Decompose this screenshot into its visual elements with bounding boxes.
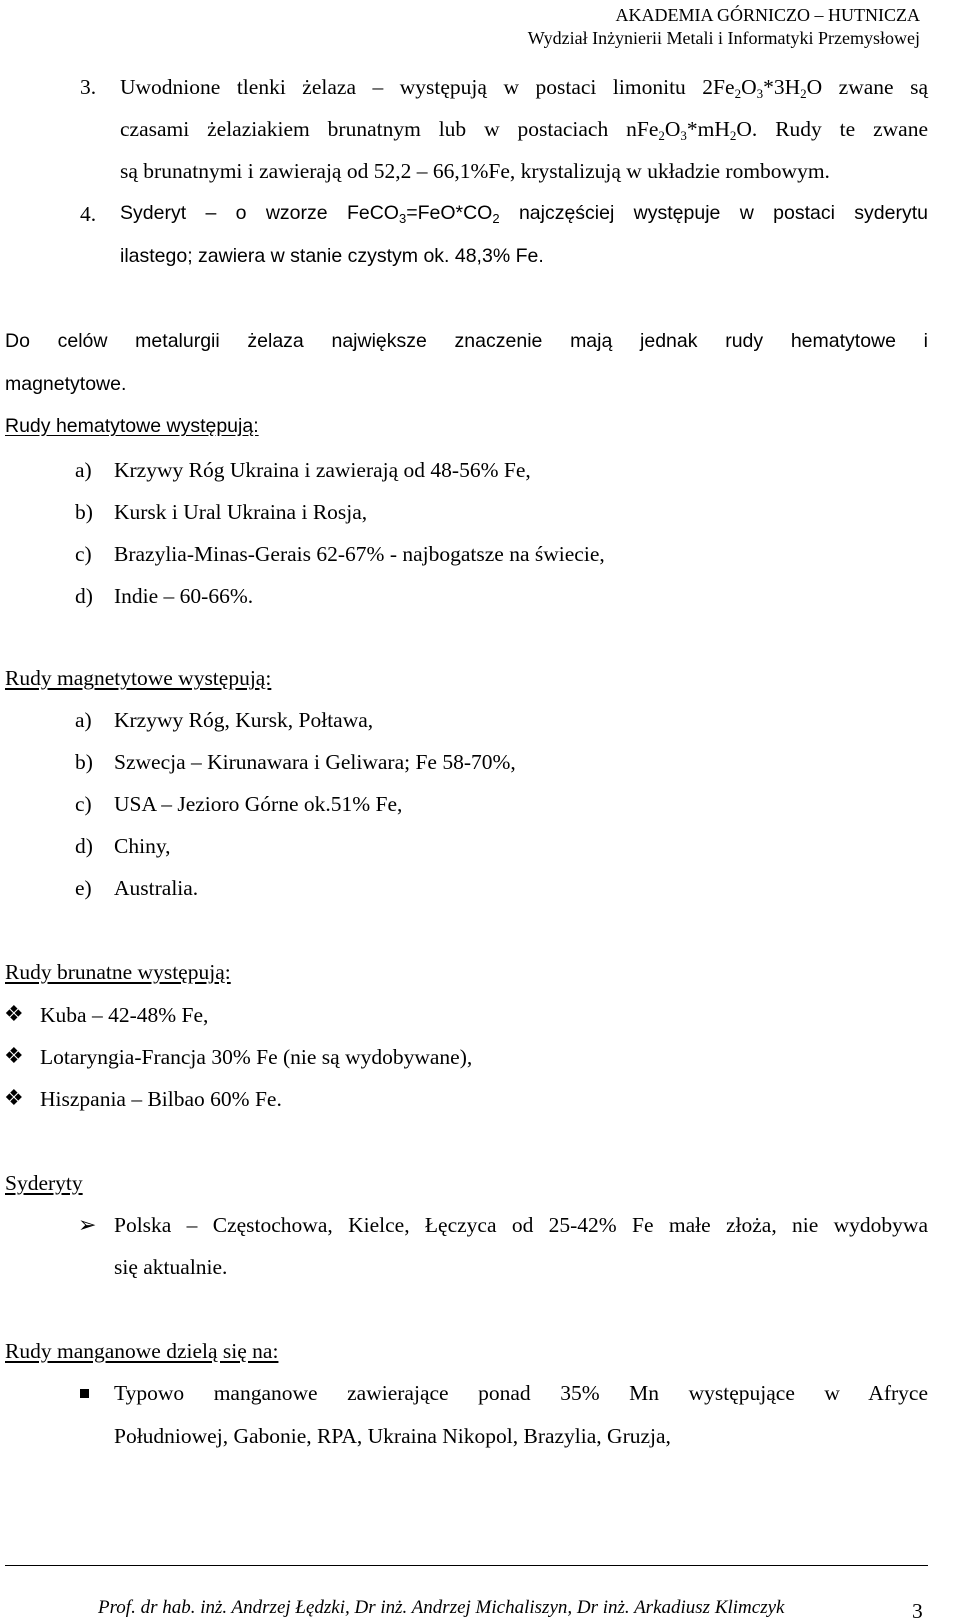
arrow-bullet-icon: ➢ <box>78 1212 97 1237</box>
hematite-item: Krzywy Róg Ukraina i zawierają od 48-56% Fe, <box>114 458 531 482</box>
siderite-line-1: Polska – Częstochowa, Kielce, Łęczyca od 25-42% Fe małe złoża, nie wydobywa <box>114 1213 928 1237</box>
brown-item: Kuba – 42-48% Fe, <box>40 1003 209 1027</box>
item-3-line-2 <box>120 117 928 142</box>
text-segment: *3H <box>763 75 801 99</box>
subscript: 2 <box>734 86 742 101</box>
magnetite-item: Australia. <box>114 876 199 900</box>
siderite-line-2: się aktualnie. <box>114 1255 228 1279</box>
intro-line-2: magnetytowe. <box>5 373 127 395</box>
item-3-number: 3. <box>80 75 97 99</box>
magnetite-item: Krzywy Róg, Kursk, Połtawa, <box>114 708 374 732</box>
brown-heading: Rudy brunatne występują: <box>5 960 231 984</box>
text-segment: =FeO*CO <box>406 202 493 224</box>
hematite-heading: Rudy hematytowe występują: <box>5 415 259 437</box>
subscript: 2 <box>492 211 500 226</box>
magnetite-heading: Rudy magnetytowe występują: <box>5 666 272 690</box>
manganese-heading: Rudy manganowe dzielą się na: <box>5 1339 279 1363</box>
text-segment: O zwane są <box>806 75 928 99</box>
text-segment: O. Rudy te zwane <box>736 117 928 141</box>
list-marker: a) <box>75 458 92 482</box>
square-bullet-icon <box>80 1389 89 1398</box>
text-segment: Uwodnione tlenki żelaza – występują w postaci limonitu 2Fe <box>120 75 735 99</box>
list-marker: b) <box>75 500 93 524</box>
page-number: 3 <box>912 1599 923 1623</box>
list-marker: b) <box>75 750 93 774</box>
hematite-item: Kursk i Ural Ukraina i Rosja, <box>114 500 368 524</box>
manganese-line-2: Południowej, Gabonie, RPA, Ukraina Nikopol, Brazylia, Gruzja, <box>114 1424 671 1448</box>
footer-authors: Prof. dr hab. inż. Andrzej Łędzki, Dr inż. Andrzej Michaliszyn, Dr inż. Arkadiusz Klimczyk <box>98 1597 785 1618</box>
magnetite-item: Chiny, <box>114 834 171 858</box>
header-institution: AKADEMIA GÓRNICZO – HUTNICZA <box>615 5 920 25</box>
text-segment: *mH <box>686 117 730 141</box>
list-marker: d) <box>75 584 93 608</box>
subscript: 3 <box>680 128 687 143</box>
diamond-bullet-icon: ❖ <box>4 1085 24 1110</box>
intro-line-1: Do celów metalurgii żelaza największe znaczenie mają jednak rudy hematytowe i <box>5 330 928 352</box>
item-3-line-1 <box>120 75 928 100</box>
item-4-line-1 <box>120 202 928 225</box>
brown-item: Hiszpania – Bilbao 60% Fe. <box>40 1087 282 1111</box>
text-segment: Syderyt – o wzorze FeCO <box>120 202 399 224</box>
text-segment: czasami żelaziakiem brunatnym lub w postaciach nFe <box>120 117 659 141</box>
list-marker: d) <box>75 834 93 858</box>
subscript: 3 <box>398 211 407 226</box>
item-4-number: 4. <box>80 202 97 226</box>
subscript: 2 <box>800 86 807 101</box>
header-faculty: Wydział Inżynierii Metali i Informatyki Przemysłowej <box>527 28 920 48</box>
brown-item: Lotaryngia-Francja 30% Fe (nie są wydobywane), <box>40 1045 473 1069</box>
hematite-item: Indie – 60-66%. <box>114 584 254 608</box>
subscript: 3 <box>756 86 764 101</box>
item-3-line-3: są brunatnymi i zawierają od 52,2 – 66,1%Fe, krystalizują w układzie rombowym. <box>120 159 830 183</box>
list-marker: a) <box>75 708 92 732</box>
list-marker: e) <box>75 876 92 900</box>
list-marker: c) <box>75 542 92 566</box>
manganese-line-1: Typowo manganowe zawierające ponad 35% Mn występujące w Afryce <box>114 1381 928 1405</box>
subscript: 2 <box>729 128 737 143</box>
diamond-bullet-icon: ❖ <box>4 1043 24 1068</box>
magnetite-item: USA – Jezioro Górne ok.51% Fe, <box>114 792 403 816</box>
text-segment: O <box>664 117 681 141</box>
list-marker: c) <box>75 792 92 816</box>
text-segment: najczęściej występuje w postaci syderytu <box>499 202 928 224</box>
subscript: 2 <box>658 128 665 143</box>
text-segment: O <box>741 75 757 99</box>
footer-divider <box>5 1565 928 1566</box>
hematite-item: Brazylia-Minas-Gerais 62-67% - najbogatsze na świecie, <box>114 542 605 566</box>
diamond-bullet-icon: ❖ <box>4 1001 24 1026</box>
magnetite-item: Szwecja – Kirunawara i Geliwara; Fe 58-70%, <box>114 750 516 774</box>
siderite-heading: Syderyty <box>5 1171 83 1195</box>
item-4-line-2: ilastego; zawiera w stanie czystym ok. 48,3% Fe. <box>120 245 544 267</box>
